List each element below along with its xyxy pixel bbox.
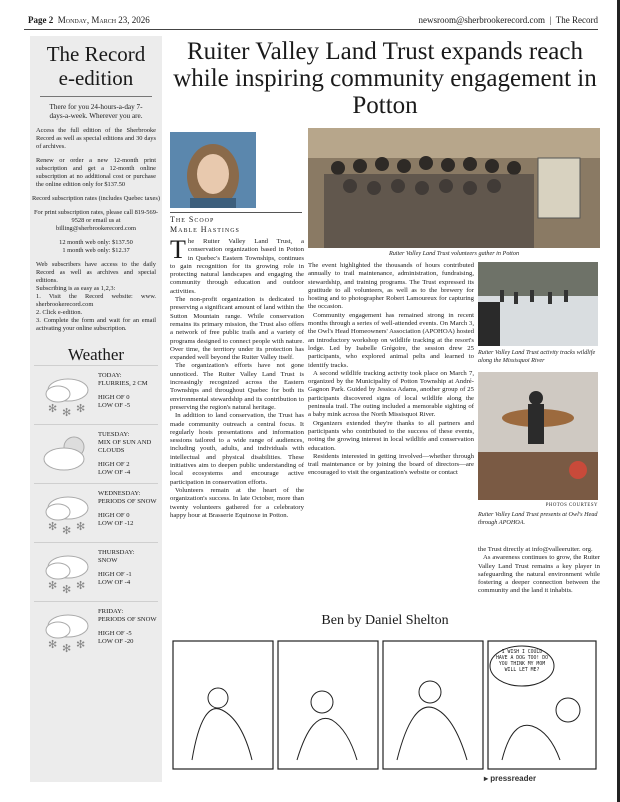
- header-right: newsroom@sherbrookerecord.com | The Record: [418, 15, 598, 25]
- svg-text:✻: ✻: [62, 407, 72, 418]
- web-subs-text: Web subscribers have access to the daily Record as well as archives and special editions.: [36, 261, 156, 284]
- weather-day-label: TUESDAY:: [98, 431, 130, 438]
- rate-12-month: 12 month web only: $137.50: [59, 239, 133, 246]
- paragraph: Volunteers remain at the heart of the organization's success. In late October, more than twenty volunteers gathered for a celebratory happy hour at Brasserie Equinoxe in Potton.: [170, 486, 304, 519]
- divider: [40, 96, 152, 97]
- svg-text:✻: ✻: [76, 403, 86, 415]
- weather-low: LOW OF -4: [98, 469, 131, 476]
- weather-day: [34, 365, 158, 424]
- weather-day: [34, 483, 158, 542]
- weather-low: LOW OF -20: [98, 638, 134, 645]
- wildlife-tracking-photo: [478, 262, 598, 346]
- paragraph: The event highlighted the thousands of hours contributed annually to trail maintenance, administration, fundraising, stewardship, and training programs. The Trust expressed its gratitude to all volunteers, as well as to the brewery for hosting and to photographer Robert Lamoureux for capturing the occasion.: [308, 262, 474, 311]
- drop-cap: T: [170, 235, 186, 264]
- subscribe-step-1: 1. Visit the Record website: www. sherbrookerecord.com: [36, 293, 156, 308]
- weather-high: HIGH OF -1: [98, 571, 132, 578]
- weather-low: LOW OF -5: [98, 402, 131, 409]
- owls-head-photo: [478, 372, 598, 500]
- caption-owls-head: Ruiter Valley Land Trust presents at Owl's Head through APOHOA.: [478, 511, 598, 526]
- svg-text:✻: ✻: [76, 521, 86, 533]
- weather-condition: PERIODS OF SNOW: [98, 498, 157, 505]
- author-name: Mable Hastings: [170, 225, 240, 234]
- article-column-1: [170, 235, 304, 520]
- weather-condition: FLURRIES, 2 CM: [98, 380, 148, 387]
- svg-text:✻: ✻: [62, 584, 72, 595]
- volunteers-photo: [308, 128, 600, 248]
- weather-info: [98, 549, 135, 587]
- subscribe-step-3: 3. Complete the form and wait for an email activating your online subscription.: [36, 317, 156, 332]
- paragraph: Residents interested in getting involved—whether through trail maintenance or by joining the board of directors—are encouraged to visit the organization's website or contact: [308, 452, 474, 477]
- article-column-3: [478, 546, 600, 596]
- header-left: [28, 15, 150, 25]
- tagline: There for you 24-hours-a-day 7-days-a-week. Wherever you are.: [49, 103, 143, 120]
- weather-condition: SNOW: [98, 557, 118, 564]
- weather-info: [98, 490, 157, 528]
- weather-low: LOW OF -12: [98, 520, 134, 527]
- weather-day-label: WEDNESDAY:: [98, 490, 141, 497]
- weather-high: HIGH OF 0: [98, 512, 130, 519]
- weather-high: HIGH OF 2: [98, 461, 130, 468]
- weather-info: [98, 372, 148, 410]
- article-column-2: [308, 262, 474, 478]
- weather-day-label: TODAY:: [98, 372, 122, 379]
- svg-text:✻: ✻: [76, 639, 86, 651]
- weather-day-label: THURSDAY:: [98, 549, 135, 556]
- page-number: Page 2: [28, 15, 54, 25]
- sidebar: [30, 36, 162, 782]
- paragraph: In addition to land conservation, the Trust has made community outreach a central focus. It regularly hosts presentations and information sessions tailored to a wide range of audiences, including youth, adults, and individuals with intellectual and physical disabilities. These initiatives aim to deepen public understanding of local ecosystems and encourage active participation in conservation efforts.: [170, 412, 304, 486]
- subscribe-step-2: 2. Click e-edition.: [36, 309, 83, 316]
- weather-day: [34, 424, 158, 483]
- comic-title: Ben by Daniel Shelton: [321, 613, 449, 628]
- subscribe-intro: Subscribing is as easy as 1,2,3:: [36, 285, 116, 292]
- caption-volunteers: Ruiter Valley Land Trust volunteers gather in Potton: [388, 250, 520, 257]
- pressreader-label: pressreader: [490, 774, 537, 783]
- billing-email[interactable]: billing@sherbrookerecord.com: [56, 225, 136, 232]
- paragraph: The organization's efforts have not gone unnoticed. The Ruiter Valley Land Trust is increasingly recognized across the Eastern Townships and throughout Quebec for both its environmental stewardship and its contribution to preserving the region's natural heritage.: [170, 362, 304, 411]
- sun-cloud-icon: [40, 433, 92, 477]
- author-photo: [170, 132, 256, 208]
- weather-condition: MIX OF SUN AND CLOUDS: [98, 439, 152, 454]
- weather-day: [34, 601, 158, 660]
- newsroom-email[interactable]: newsroom@sherbrookerecord.com: [418, 15, 545, 25]
- paragraph: Organizers extended they're thanks to all partners and participants who contributed to the success of these events, noting the growing interest in local wildlife and conservation education.: [308, 419, 474, 452]
- paragraph: A second wildlife tracking activity took place on March 7, organized by the Municipality of Potton Township at André-Gagnon Park. Guided by Jessica Adams, another group of 25 participants discovered signs of local wildlife along the peninsula trail. The outing included a memorable sighting of a baby mink across the North Missisquoi River.: [308, 369, 474, 419]
- section-name: The Scoop: [170, 215, 215, 224]
- svg-text:✻: ✻: [48, 639, 58, 651]
- snow-cloud-icon: [40, 492, 92, 536]
- weather-low: LOW OF -4: [98, 579, 131, 586]
- paragraph: [170, 235, 304, 296]
- paragraph-text: he Ruiter Valley Land Trust, a conservation organization based in Potton in Quebec's Eastern Townships, continues to gain recognition for its growing role in protecting natural landscapes and engaging the community through education and outdoor activities.: [170, 238, 304, 295]
- weather-title: Weather: [67, 345, 125, 364]
- page-header: [24, 10, 598, 30]
- paper-name: The Record: [555, 15, 598, 25]
- pressreader-logo: [484, 774, 536, 783]
- paragraph: Community engagement has remained strong in recent months through a series of well-attended events. On March 3, the Owl's Head Homeowners' Association (APOHOA) hosted an introductory workshop on wildlife tracking at the resort's lodge. Led by Isabelle Grégoire, the session drew 25 participants, who explored animal pelts and learned to identify tracks.: [308, 311, 474, 369]
- rate-1-month: 1 month web only: $12.37: [62, 247, 130, 254]
- pressreader-icon: ▸: [484, 774, 489, 783]
- access-text: Access the full edition of the Sherbrooke Record as well as special editions and 30 days of archives.: [36, 127, 156, 150]
- svg-text:✻: ✻: [62, 643, 72, 654]
- svg-text:✻: ✻: [48, 521, 58, 533]
- weather-day-label: FRIDAY:: [98, 608, 124, 615]
- paragraph: The non-profit organization is dedicated to preserving a significant amount of land within the Sutton Mountain range. While conservation remains its primary mission, the Trust also offers a network of free public trails and a variety of programs designed to connect people with nature. Over time, the territory under its protection has expanded well beyond the Ruiter Valley itself.: [170, 296, 304, 362]
- byline: [170, 212, 302, 235]
- snow-cloud-icon: [40, 610, 92, 654]
- svg-text:✻: ✻: [48, 403, 58, 415]
- snow-cloud-icon: [40, 551, 92, 595]
- renew-text: Renew or order a new 12-month print subscription and get a 12-month online subscription at no additional cost or purchase the online edition only for $137.50: [36, 157, 156, 188]
- caption-tracking: Ruiter Valley Land Trust activity tracks wildlife along the Missisquoi River: [478, 349, 596, 364]
- weather-high: HIGH OF 0: [98, 394, 130, 401]
- weather-condition: PERIODS OF SNOW: [98, 616, 157, 623]
- paragraph: As awareness continues to grow, the Ruiter Valley Land Trust remains a key player in safeguarding the natural environment while fostering a deeper connection between the community and the land it inhabits.: [478, 554, 600, 595]
- svg-text:✻: ✻: [76, 580, 86, 592]
- paragraph: the Trust directly at info@valleeruiter. org.: [478, 546, 593, 553]
- eedition-title: [30, 42, 162, 90]
- weather-info: [98, 431, 158, 477]
- weather-day: [34, 542, 158, 601]
- snow-cloud-icon: [40, 374, 92, 418]
- weather-info: [98, 608, 157, 646]
- photo-credit: PHOTOS COURTESY: [545, 503, 598, 508]
- svg-text:✻: ✻: [62, 525, 72, 536]
- issue-date: Monday, March 23, 2026: [57, 15, 150, 25]
- svg-text:✻: ✻: [48, 580, 58, 592]
- weather-high: HIGH OF -5: [98, 630, 132, 637]
- eedition-title-line2: e-edition: [58, 66, 134, 90]
- eedition-title-line1: The Record: [46, 42, 146, 66]
- article-headline: Ruiter Valley Land Trust expands reach while inspiring community engagement in Potton: [173, 38, 597, 119]
- rates-title: Record subscription rates (includes Quebec taxes): [32, 195, 160, 202]
- speech-bubble-text: I WISH I COULD HAVE A DOG TOO! DO YOU THINK MY MOM WILL LET ME?: [496, 650, 548, 673]
- print-info: For print subscription rates, please call 819-569-9528 or email us at: [33, 209, 159, 224]
